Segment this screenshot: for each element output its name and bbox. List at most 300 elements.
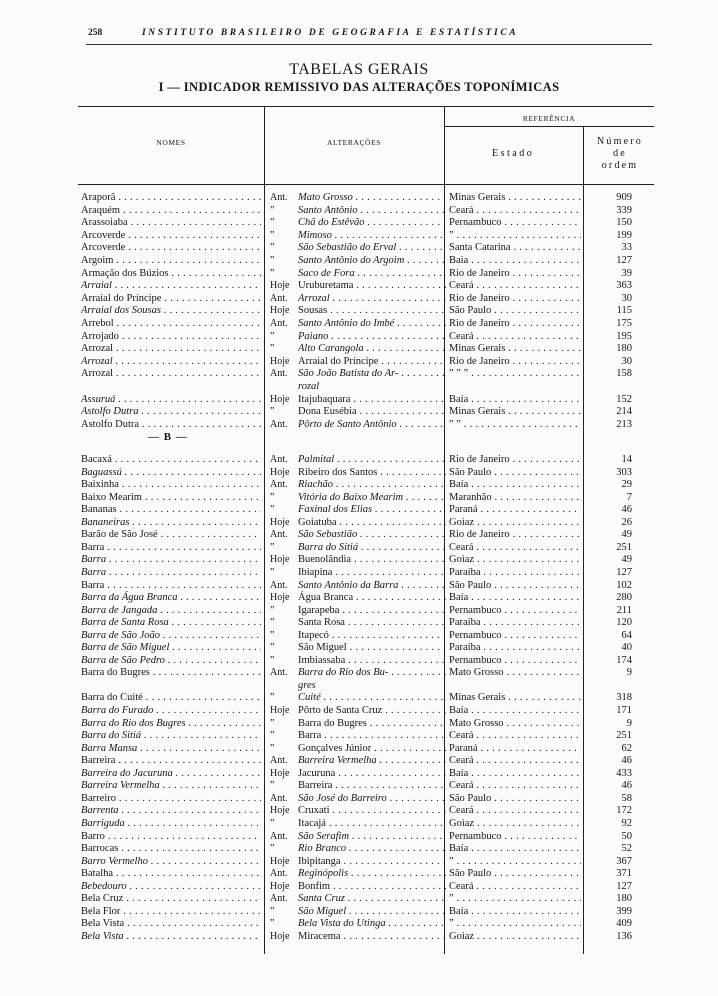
alteration-cell: São Sebastião . . . (298, 528, 446, 541)
order-number-cell: 52 (621, 843, 632, 855)
prefix-cell: ” (270, 717, 275, 729)
order-number-cell: 150 (616, 217, 632, 229)
name-cell: Bela Cruz . . . (81, 892, 261, 905)
alteration-cell: Itacajá . . . (298, 817, 446, 830)
state-cell: Mato Grosso . . . (449, 666, 581, 679)
alteration-cell: Reginópolis . . . (298, 867, 446, 880)
alteration-cell: Buenolândia . . . (298, 553, 446, 566)
state-cell: ” . . . (449, 917, 581, 930)
alteration-cell: Miracema . . . (298, 930, 446, 943)
prefix-cell: ” (270, 255, 275, 266)
alteration-cell: Santo Antônio . . . (298, 204, 446, 217)
table-row (78, 641, 654, 654)
state-cell: Goiaz . . . (449, 930, 581, 943)
state-cell: Rio de Janeiro . . . (449, 355, 581, 368)
order-number-cell: 50 (621, 830, 632, 842)
name-cell: Barra do Furado . . . (81, 704, 261, 717)
state-cell: Paraíba . . . (449, 616, 581, 629)
table-row (78, 742, 654, 755)
table-row (78, 304, 654, 317)
table-row (78, 204, 654, 217)
state-cell: São Paulo . . . (449, 579, 581, 592)
alteration-cell: Bela Vista do Utinga . . . (298, 917, 446, 930)
state-cell: Baía . . . (449, 767, 581, 780)
table-row (78, 191, 654, 204)
order-number-cell: 64 (621, 629, 632, 641)
order-number-cell: 46 (621, 780, 632, 792)
prefix-cell: ” (270, 406, 275, 418)
order-number-cell: 49 (621, 529, 632, 541)
numero-line-2: de (613, 148, 627, 159)
column-header-alteracoes: ALTERAÇÕES (326, 138, 382, 147)
name-cell: Baixinha . . . (81, 478, 261, 491)
name-cell: Bela Flor . . . (81, 905, 261, 918)
table-row (78, 216, 654, 229)
prefix-cell: Hoje (270, 767, 290, 779)
alteration-cell: gres (298, 679, 316, 691)
prefix-cell: Ant. (270, 292, 288, 304)
alteration-cell: Cuité . . . (298, 691, 446, 704)
order-number-cell: 363 (616, 280, 632, 292)
name-cell: Assuruá . . . (81, 393, 261, 406)
state-cell: São Paulo . . . (449, 792, 581, 805)
table-row (78, 779, 654, 792)
header-rule (86, 44, 652, 45)
alteration-cell: Goiatuba . . . (298, 516, 446, 529)
alteration-cell: Itajubaquara . . . (298, 393, 446, 406)
state-cell: Pernambuco . . . (449, 604, 581, 617)
order-number-cell: 30 (621, 292, 632, 304)
prefix-cell: ” (270, 242, 275, 254)
alteration-cell: Sousas . . . (298, 304, 446, 317)
table-row (78, 917, 654, 930)
alteration-cell: Barreira Vermelha . . . (298, 754, 446, 767)
prefix-cell: Hoje (270, 855, 290, 867)
name-cell: Barra de São Miguel . . . (81, 641, 261, 654)
state-cell: Baía . . . (449, 393, 581, 406)
table-row (78, 267, 654, 280)
name-cell: Arraial dos Sousas . . . (81, 304, 261, 317)
name-cell: Batalha . . . (81, 867, 261, 880)
prefix-cell: ” (270, 267, 275, 279)
alteration-cell: Santa Cruz . . . (298, 892, 446, 905)
alteration-cell: Pôrto de Santa Cruz . . . (298, 704, 446, 717)
table-row (78, 654, 654, 667)
order-number-cell: 58 (621, 792, 632, 804)
order-number-cell: 62 (621, 742, 632, 754)
state-cell: Rio de Janeiro . . . (449, 453, 581, 466)
order-number-cell: 158 (616, 368, 632, 380)
order-number-cell: 280 (616, 592, 632, 604)
table-row (78, 367, 654, 380)
state-cell: ” . . . (449, 892, 581, 905)
prefix-cell: Hoje (270, 592, 290, 604)
name-cell: Barrenta . . . (81, 804, 261, 817)
alteration-cell: Paiano . . . (298, 330, 446, 343)
state-cell: Pernambuco . . . (449, 830, 581, 843)
name-cell: Arraial do Príncipe . . . (81, 292, 261, 305)
name-cell: Armação dos Búzios . . . (81, 267, 261, 280)
alteration-cell: Ibipitanga . . . (298, 855, 446, 868)
state-cell: Minas Gerais . . . (449, 342, 581, 355)
state-cell: Santa Catarina . . . (449, 241, 581, 254)
table-row (78, 503, 654, 516)
alteration-cell: Palmital . . . (298, 453, 446, 466)
table-row (78, 666, 654, 679)
prefix-cell: Hoje (270, 705, 290, 716)
order-number-cell: 171 (616, 705, 632, 716)
order-number-cell: 180 (616, 893, 632, 905)
table-row (78, 330, 654, 343)
alteration-cell: Riachão . . . (298, 478, 446, 491)
alteration-cell: São José do Barreiro . . . (298, 792, 446, 805)
name-cell: Barra da Água Branca . . . (81, 591, 261, 604)
state-cell: Paraná . . . (449, 742, 581, 755)
table-row (78, 905, 654, 918)
table-row (78, 754, 654, 767)
order-number-cell: 9 (626, 667, 632, 679)
order-number-cell: 371 (616, 868, 632, 880)
state-cell: Ceará . . . (449, 880, 581, 893)
table-row (78, 229, 654, 242)
state-cell: Ceará . . . (449, 804, 581, 817)
alteration-cell: Gonçalves Júnior . . . (298, 742, 446, 755)
name-cell: Barro . . . (81, 830, 261, 843)
prefix-cell: ” (270, 905, 275, 917)
state-cell: Minas Gerais . . . (449, 691, 581, 704)
prefix-cell: ” (270, 629, 275, 641)
table-header-rule (78, 184, 654, 185)
order-number-cell: 175 (616, 318, 632, 329)
column-header-numero (586, 136, 654, 172)
table-row (78, 528, 654, 541)
state-cell: Ceará . . . (449, 779, 581, 792)
alteration-cell: São Serafim . . . (298, 830, 446, 843)
name-cell: Barro Vermelho . . . (81, 855, 261, 868)
name-cell: Bananeiras . . . (81, 516, 261, 529)
alteration-cell: Santo Antônio da Barra . . . (298, 579, 446, 592)
name-cell: Barra de São João . . . (81, 629, 261, 642)
state-cell: Pernambuco . . . (449, 629, 581, 642)
table-row (78, 842, 654, 855)
alteration-cell: Arrozal . . . (298, 292, 446, 305)
alteration-cell: Mimoso . . . (298, 229, 446, 242)
table-row (78, 405, 654, 418)
running-header (88, 28, 648, 42)
column-header-estado: Estado (492, 148, 535, 159)
name-cell: Araquém . . . (81, 204, 261, 217)
name-cell: Barreiro . . . (81, 792, 261, 805)
prefix-cell: ” (270, 330, 275, 342)
prefix-cell: Hoje (270, 554, 290, 566)
prefix-cell: Ant. (270, 579, 288, 591)
name-cell: Arrozal . . . (81, 367, 261, 380)
prefix-cell: Ant. (270, 830, 288, 842)
prefix-cell: ” (270, 780, 275, 792)
referencia-rule (444, 126, 654, 127)
alteration-cell: Ibiapina . . . (298, 566, 446, 579)
name-cell: Barra . . . (81, 579, 261, 592)
name-cell: Barra de Santa Rosa . . . (81, 616, 261, 629)
order-number-cell: 9 (626, 717, 632, 729)
order-number-cell: 40 (621, 642, 632, 654)
order-number-cell: 172 (616, 805, 632, 817)
name-cell: Barra Mansa . . . (81, 742, 261, 755)
order-number-cell: 102 (616, 579, 632, 591)
table-row (78, 478, 654, 491)
order-number-cell: 433 (616, 767, 632, 779)
state-cell: Ceará . . . (449, 729, 581, 742)
prefix-cell: Ant. (270, 368, 288, 380)
section-subtitle: I — INDICADOR REMISSIVO DAS ALTERAÇÕES TOPONÍMICAS (158, 80, 560, 94)
name-cell: Arrebol . . . (81, 317, 261, 330)
table-row (78, 466, 654, 479)
order-number-cell: 211 (616, 604, 632, 616)
prefix-cell: Ant. (270, 318, 288, 329)
name-cell: Bela Vista . . . (81, 930, 261, 943)
table-row (78, 418, 654, 431)
prefix-cell: Hoje (270, 280, 290, 292)
prefix-cell: Hoje (270, 516, 290, 528)
prefix-cell: ” (270, 541, 275, 553)
state-cell: Pernambuco . . . (449, 654, 581, 667)
prefix-cell: ” (270, 654, 275, 666)
table-row (78, 729, 654, 742)
name-cell: Astolfo Dutra . . . (81, 405, 261, 418)
name-cell: Bananas . . . (81, 503, 261, 516)
table-row (78, 579, 654, 592)
prefix-cell: ” (270, 843, 275, 855)
table-row (78, 292, 654, 305)
state-cell: Goiaz . . . (449, 553, 581, 566)
alteration-cell: Santo Antônio do Argoim . . . (298, 254, 446, 267)
name-cell: Bacaxá . . . (81, 453, 261, 466)
prefix-cell: ” (270, 918, 275, 930)
table-row (78, 679, 654, 692)
prefix-cell: ” (270, 617, 275, 629)
name-cell: Barreira do Jacuruna . . . (81, 767, 261, 780)
table-row (78, 453, 654, 466)
prefix-cell: ” (270, 730, 275, 742)
alteration-cell: Jacuruna . . . (298, 767, 446, 780)
name-cell: Astolfo Dutra . . . (81, 418, 261, 431)
state-cell: Baia . . . (449, 254, 581, 267)
name-cell: Bebedouro . . . (81, 880, 261, 893)
alteration-cell: Água Branca . . . (298, 591, 446, 604)
state-cell: Ceará . . . (449, 330, 581, 343)
order-number-cell: 26 (621, 516, 632, 528)
order-number-cell: 7 (626, 491, 632, 503)
name-cell: Baixo Mearim . . . (81, 491, 261, 504)
name-cell: Barra . . . (81, 541, 261, 554)
state-cell: Baía . . . (449, 704, 581, 717)
state-cell: Rio de Janeiro . . . (449, 292, 581, 305)
alteration-cell: Santa Rosa . . . (298, 616, 446, 629)
table-row (78, 566, 654, 579)
order-number-cell: 180 (616, 343, 632, 355)
order-number-cell: 115 (616, 305, 632, 317)
prefix-cell: ” (270, 742, 275, 754)
state-cell: ” . . . (449, 229, 581, 242)
state-cell: Paraná . . . (449, 503, 581, 516)
state-cell: Rio de Janeiro . . . (449, 267, 581, 280)
state-cell: Rio de Janeiro . . . (449, 528, 581, 541)
page-title: TABELAS GERAIS (289, 61, 429, 78)
prefix-cell: Hoje (270, 805, 290, 817)
name-cell: Barra do Rio dos Bugres . . . (81, 717, 261, 730)
alteration-cell: Vitória do Baixo Mearim . . . (298, 491, 446, 504)
table-row (78, 792, 654, 805)
prefix-cell: ” (270, 343, 275, 355)
state-cell: Baía . . . (449, 842, 581, 855)
state-cell: Minas Gerais . . . (449, 191, 581, 204)
order-number-cell: 195 (616, 330, 632, 342)
state-cell: Goiaz . . . (449, 516, 581, 529)
prefix-cell: Ant. (270, 792, 288, 804)
state-cell: São Paulo . . . (449, 304, 581, 317)
table-row (78, 767, 654, 780)
name-cell: Arcoverde . . . (81, 241, 261, 254)
prefix-cell: Ant. (270, 418, 288, 430)
order-number-cell: 251 (616, 730, 632, 742)
name-cell: Barra . . . (81, 566, 261, 579)
name-cell: Arrojado . . . (81, 330, 261, 343)
name-cell: Barra de São Pedro . . . (81, 654, 261, 667)
state-cell: Baía . . . (449, 591, 581, 604)
order-number-cell: 303 (616, 466, 632, 478)
state-cell: Baía . . . (449, 478, 581, 491)
prefix-cell: ” (270, 229, 275, 241)
order-number-cell: 152 (616, 393, 632, 405)
prefix-cell: ” (270, 504, 275, 516)
prefix-cell: ” (270, 642, 275, 654)
name-cell: Barão de São José . . . (81, 528, 261, 541)
order-number-cell: 199 (616, 229, 632, 241)
table-row (78, 541, 654, 554)
table-row (78, 629, 654, 642)
prefix-cell: Hoje (270, 880, 290, 892)
name-cell: Barreira Vermelha . . . (81, 779, 261, 792)
name-cell: Barra do Bugres . . . (81, 666, 261, 679)
name-cell: Barra de Jangada . . . (81, 604, 261, 617)
table-row (78, 930, 654, 943)
state-cell: Rio de Janeiro . . . (449, 317, 581, 330)
prefix-cell: Ant. (270, 529, 288, 541)
name-cell: Barrocas . . . (81, 842, 261, 855)
prefix-cell: Ant. (270, 667, 288, 679)
order-number-cell: 409 (616, 918, 632, 930)
numero-line-1: Número (597, 136, 643, 147)
order-number-cell: 399 (616, 905, 632, 917)
numero-line-3: ordem (601, 160, 639, 171)
alteration-cell: Barra do Bugres . . . (298, 717, 446, 730)
order-number-cell: 30 (621, 355, 632, 367)
name-cell: Barriguda . . . (81, 817, 261, 830)
column-header-nomes: NOMES (156, 138, 186, 147)
name-cell: Barra do Sitiá . . . (81, 729, 261, 742)
prefix-cell: ” (270, 491, 275, 503)
state-cell: Paraíba . . . (449, 641, 581, 654)
table-row (78, 553, 654, 566)
table-row (78, 279, 654, 292)
running-head-title: INSTITUTO BRASILEIRO DE GEOGRAFIA E ESTATÍSTICA (142, 28, 519, 38)
order-number-cell: 29 (621, 479, 632, 491)
alteration-cell: Saco de Fora . . . (298, 267, 446, 280)
prefix-cell: Hoje (270, 466, 290, 478)
order-number-cell: 39 (621, 267, 632, 279)
state-cell: Ceará . . . (449, 204, 581, 217)
alteration-cell: Bonfim . . . (298, 880, 446, 893)
table-row (78, 355, 654, 368)
table-row (78, 804, 654, 817)
order-number-cell: 174 (616, 654, 632, 666)
alteration-cell: Mato Grosso . . . (298, 191, 446, 204)
state-cell: ” . . . (449, 855, 581, 868)
prefix-cell: Hoje (270, 930, 290, 942)
state-cell: ” ” ” . . . (449, 367, 581, 380)
state-cell: Paraíba . . . (449, 566, 581, 579)
order-number-cell: 367 (616, 855, 632, 867)
name-cell: Arassoiaba . . . (81, 216, 261, 229)
state-cell: ” ” . . . (449, 418, 581, 431)
table-row (78, 817, 654, 830)
name-cell: Argoim . . . (81, 254, 261, 267)
order-number-cell: 92 (621, 817, 632, 829)
table-row (78, 880, 654, 893)
alteration-cell: Faxinal dos Elias . . . (298, 503, 446, 516)
table-row (78, 691, 654, 704)
state-cell: Baía . . . (449, 905, 581, 918)
alteration-cell: Rio Branco . . . (298, 842, 446, 855)
prefix-cell: ” (270, 566, 275, 578)
prefix-cell: Ant. (270, 755, 288, 767)
alteration-cell: Alto Carangola . . . (298, 342, 446, 355)
table-row (78, 393, 654, 406)
alteration-cell: Barra do Rio dos Bu- . . . (298, 666, 446, 679)
name-cell: Baguassú . . . (81, 466, 261, 479)
prefix-cell: ” (270, 604, 275, 616)
alteration-cell: Igarapeba . . . (298, 604, 446, 617)
alteration-cell: Santo Antônio do Imbé . . . (298, 317, 446, 330)
order-number-cell: 339 (616, 204, 632, 216)
alteration-cell: Barra . . . (298, 729, 446, 742)
prefix-cell: Ant. (270, 479, 288, 491)
name-cell: Araporã . . . (81, 191, 261, 204)
alteration-cell: Pôrto de Santo Antônio . . . (298, 418, 446, 431)
order-number-cell: 33 (621, 242, 632, 254)
alteration-cell: São Sebastião do Erval . . . (298, 241, 446, 254)
table-row (78, 892, 654, 905)
order-number-cell: 909 (616, 192, 632, 203)
state-cell: Ceará . . . (449, 279, 581, 292)
alteration-cell: São Miguel . . . (298, 905, 446, 918)
prefix-cell: Ant. (270, 192, 288, 203)
section-b-heading: — B — (148, 431, 188, 443)
name-cell: Arraial . . . (81, 279, 261, 292)
state-cell: Minas Gerais . . . (449, 405, 581, 418)
page-number: 258 (88, 28, 103, 38)
order-number-cell: 14 (621, 454, 632, 465)
alteration-cell: Ribeiro dos Santos . . . (298, 466, 446, 479)
table-row (78, 830, 654, 843)
order-number-cell: 214 (616, 406, 632, 418)
name-cell: Bela Vista . . . (81, 917, 261, 930)
alteration-cell: Cruxati . . . (298, 804, 446, 817)
order-number-cell: 318 (616, 692, 632, 704)
alteration-cell: Barreira . . . (298, 779, 446, 792)
state-cell: Mato Grosso . . . (449, 717, 581, 730)
name-cell: Arrozal . . . (81, 355, 261, 368)
